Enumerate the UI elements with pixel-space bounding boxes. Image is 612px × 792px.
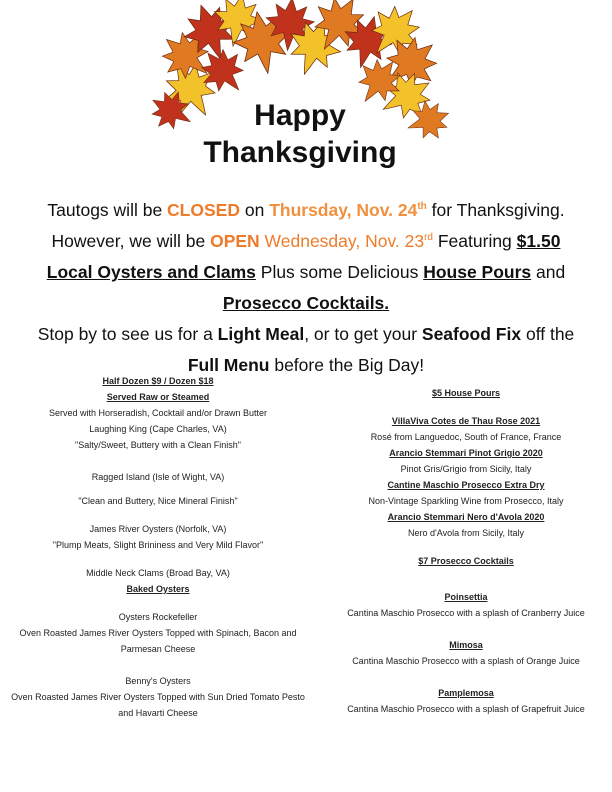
open-date [260, 231, 433, 251]
oyster-price: $1.50 [516, 231, 561, 251]
thanksgiving-banner [150, 0, 450, 185]
baked-oyster-description: Parmesan Cheese [120, 644, 196, 654]
open-date-suffix: rd [424, 232, 433, 243]
prosecco-cocktails-label: Prosecco Cocktails. [222, 293, 390, 313]
baked-oyster-description: Oven Roasted James River Oysters Topped with Sun Dried Tomato Pesto [11, 692, 305, 702]
intro-text-part: However, we will be [51, 231, 211, 251]
oyster-price-header: Half Dozen $9 / Dozen $18 [102, 376, 214, 386]
banner-thanksgiving: Thanksgiving [203, 136, 397, 169]
oyster-name: Ragged Island (Isle of Wight, VA) [91, 472, 225, 482]
intro-line-4 [20, 288, 592, 319]
intro-text-part: and [531, 262, 566, 282]
raw-steamed-header: Served Raw or Steamed [106, 392, 210, 402]
intro-text-part: Plus some Delicious [255, 262, 424, 282]
intro-line-3 [20, 257, 592, 288]
closed-date-text: Thursday, Nov. 24 [269, 200, 418, 220]
local-oysters-label: Local Oysters and Clams [46, 262, 256, 282]
clam-name: Middle Neck Clams (Broad Bay, VA) [86, 568, 230, 578]
baked-oyster-description: and Havarti Cheese [118, 708, 198, 718]
intro-text-part: before the Big Day! [269, 355, 425, 375]
wine-name: Arancio Stemmari Pinot Grigio 2020 [389, 448, 543, 458]
baked-oysters-header: Baked Oysters [126, 584, 190, 594]
seafood-fix-label: Seafood Fix [421, 324, 522, 344]
intro-line-5 [20, 319, 592, 350]
intro-text-part: Featuring [433, 231, 517, 251]
wine-name: Cantine Maschio Prosecco Extra Dry [387, 480, 545, 490]
prosecco-cocktails-header: $7 Prosecco Cocktails [418, 556, 514, 566]
baked-oyster-name: Benny's Oysters [125, 676, 191, 686]
intro-text-part: , or to get your [304, 324, 422, 344]
wine-description: Nero d'Avola from Sicily, Italy [408, 528, 524, 538]
intro-text-part: on [239, 200, 270, 220]
wine-description: Rosé from Languedoc, South of France, France [370, 432, 562, 442]
raw-note: Served with Horseradish, Cocktail and/or Drawn Butter [48, 408, 268, 418]
light-meal-label: Light Meal [217, 324, 305, 344]
wine-name: Arancio Stemmari Nero d'Avola 2020 [387, 512, 545, 522]
baked-oyster-description: Oven Roasted James River Oysters Topped with Spinach, Bacon and [19, 628, 297, 638]
baked-oyster-name: Oysters Rockefeller [118, 612, 198, 622]
intro-text-part: for Thanksgiving. [426, 200, 565, 220]
oyster-name: James River Oysters (Norfolk, VA) [89, 524, 227, 534]
oyster-description: "Clean and Buttery, Nice Mineral Finish" [78, 496, 238, 506]
wine-name: VillaViva Cotes de Thau Rose 2021 [391, 416, 541, 426]
intro-line-2 [20, 226, 592, 257]
wine-description: Non-Vintage Sparkling Wine from Prosecco, Italy [368, 496, 564, 506]
cocktail-name: Pamplemosa [438, 688, 494, 698]
cocktail-description: Cantina Maschio Prosecco with a splash of Orange Juice [352, 656, 580, 666]
intro-text-part: off the [521, 324, 575, 344]
drinks-menu [328, 373, 604, 717]
oyster-description: "Plump Meats, Slight Brininess and Very Mild Flavor" [52, 540, 264, 550]
open-date-text: Wednesday, Nov. 23 [259, 231, 425, 251]
wine-description: Pinot Gris/Grigio from Sicily, Italy [400, 464, 532, 474]
cocktail-name: Mimosa [449, 640, 483, 650]
intro-text [20, 195, 592, 381]
house-pours-header: $5 House Pours [431, 388, 501, 398]
intro-text-part: Tautogs will be [47, 200, 168, 220]
intro-text-part: Stop by to see us for a [37, 324, 218, 344]
closed-date-suffix: th [417, 201, 427, 212]
closed-date [269, 200, 427, 220]
closed-label: CLOSED [167, 200, 240, 220]
banner-happy: Happy [254, 99, 346, 132]
cocktail-name: Poinsettia [444, 592, 488, 602]
intro-line-1 [20, 195, 592, 226]
full-menu-label: Full Menu [187, 355, 270, 375]
open-label: OPEN [210, 231, 260, 251]
oyster-menu [8, 373, 308, 721]
oyster-name: Laughing King (Cape Charles, VA) [89, 424, 227, 434]
oyster-description: "Salty/Sweet, Buttery with a Clean Finish" [75, 440, 241, 450]
cocktail-description: Cantina Maschio Prosecco with a splash of Cranberry Juice [347, 608, 585, 618]
cocktail-description: Cantina Maschio Prosecco with a splash of Grapefruit Juice [347, 704, 585, 714]
house-pours-label: House Pours [423, 262, 532, 282]
